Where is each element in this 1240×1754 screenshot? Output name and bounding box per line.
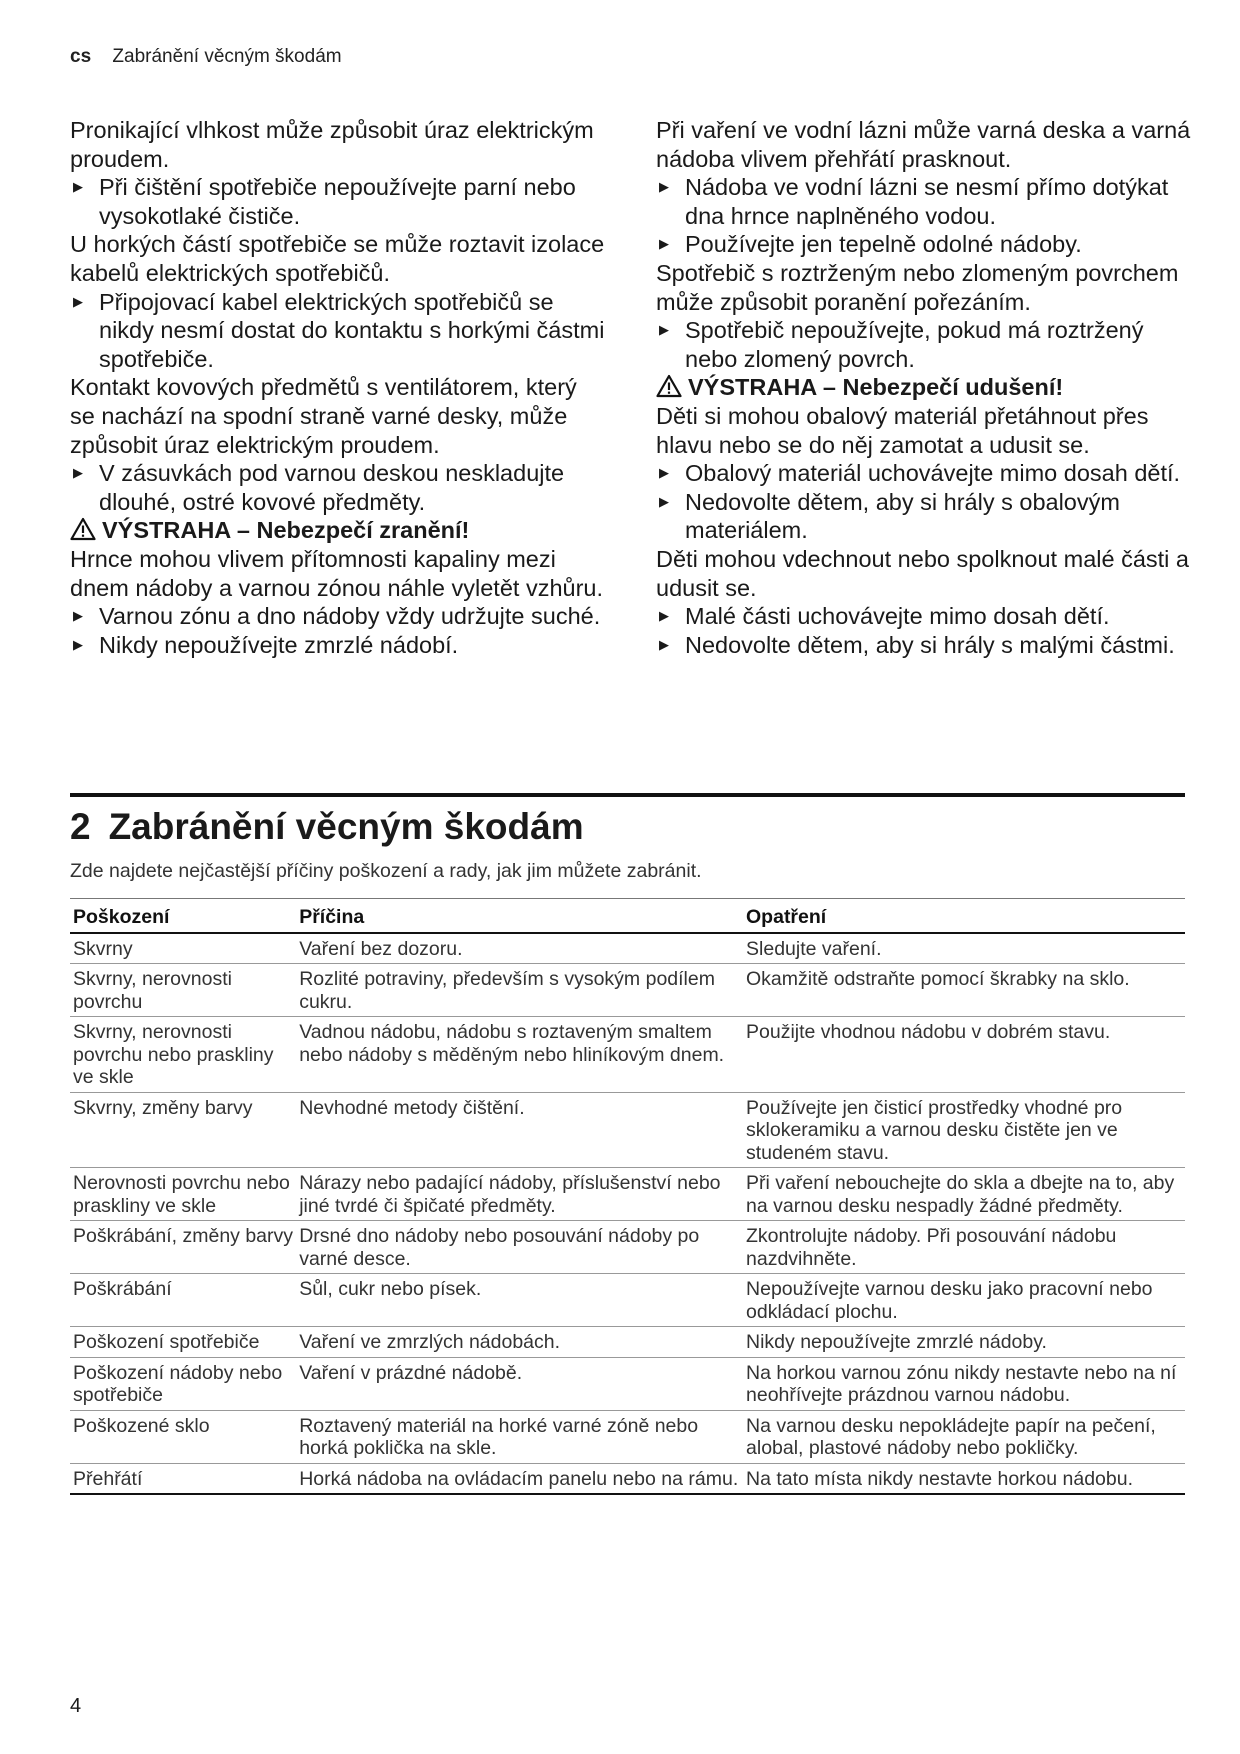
cell-damage: Poškrábání, změny barvy: [70, 1221, 296, 1274]
bullet-text: Nedovolte dětem, aby si hrály s malými částmi.: [685, 631, 1175, 658]
bullet-text: Nádoba ve vodní lázni se nesmí přímo dotýkat dna hrnce naplněného vodou.: [685, 174, 1169, 229]
bullet-item: [656, 631, 1201, 660]
language-code: cs: [70, 46, 92, 67]
cell-damage: Poškozené sklo: [70, 1410, 296, 1463]
bullet-item: [70, 631, 606, 660]
cell-damage: Skvrny, nerovnosti povrchu: [70, 964, 296, 1017]
cell-remedy: Při vaření nebouchejte do skla a dbejte na to, aby na varnou desku nespadly žádné předměty.: [743, 1168, 1185, 1221]
cell-cause: Vaření v prázdné nádobě.: [296, 1357, 743, 1410]
section-title: Zabránění věcným škodám: [108, 806, 584, 847]
bullet-triangle-icon: ▶: [659, 179, 669, 195]
bullet-triangle-icon: ▶: [659, 608, 669, 624]
table-row: [70, 1410, 1185, 1463]
warning-triangle-icon: [70, 517, 96, 541]
cell-cause: Horká nádoba na ovládacím panelu nebo na rámu.: [296, 1463, 743, 1494]
paragraph: Děti mohou vdechnout nebo spolknout malé části a udusit se.: [656, 545, 1189, 601]
paragraph: Pronikající vlhkost může způsobit úraz elektrickým proudem.: [70, 117, 594, 172]
cell-remedy: Na horkou varnou zónu nikdy nestavte nebo na ní neohřívejte prázdnou varnou nádobu.: [743, 1357, 1185, 1410]
bullet-triangle-icon: ▶: [659, 636, 669, 652]
cell-damage: Poškrábání: [70, 1274, 296, 1327]
right-column: [656, 116, 1201, 659]
bullet-text: Nikdy nepoužívejte zmrzlé nádobí.: [99, 631, 459, 658]
bullet-item: [70, 173, 606, 230]
cell-remedy: Na varnou desku nepokládejte papír na pečení, alobal, plastové nádoby nebo pokličky.: [743, 1410, 1185, 1463]
cell-cause: Rozlité potraviny, především s vysokým podílem cukru.: [296, 964, 743, 1017]
bullet-item: [656, 459, 1201, 488]
cell-cause: Sůl, cukr nebo písek.: [296, 1274, 743, 1327]
running-header: [70, 46, 342, 68]
bullet-item: [70, 288, 606, 374]
bullet-text: Nedovolte dětem, aby si hrály s obalovým materiálem.: [685, 488, 1120, 544]
warning-text: VÝSTRAHA – Nebezpečí udušení!: [688, 374, 1064, 401]
cell-remedy: Použijte vhodnou nádobu v dobrém stavu.: [743, 1017, 1185, 1093]
bullet-triangle-icon: ▶: [73, 608, 83, 624]
table-row: [70, 1463, 1185, 1494]
section-rule: [70, 793, 1185, 797]
paragraph: Děti si mohou obalový materiál přetáhnout přes hlavu nebo se do něj zamotat a udusit se.: [656, 402, 1149, 458]
bullet-item: [656, 173, 1201, 230]
bullet-text: Při čištění spotřebiče nepoužívejte parní nebo vysokotlaké čističe.: [99, 174, 576, 229]
bullet-text: Obalový materiál uchovávejte mimo dosah dětí.: [685, 460, 1181, 487]
table-body: [70, 933, 1185, 1495]
cell-cause: Vadnou nádobu, nádobu s roztaveným smaltem nebo nádoby s měděným nebo hliníkovým dnem.: [296, 1017, 743, 1093]
section-number: 2: [70, 806, 91, 847]
table-row: [70, 933, 1185, 964]
bullet-item: [656, 230, 1201, 259]
cell-damage: Skvrny, nerovnosti povrchu nebo praskliny ve skle: [70, 1017, 296, 1093]
warning-heading: [656, 373, 1201, 402]
cell-cause: Vaření bez dozoru.: [296, 933, 743, 964]
cell-cause: Nevhodné metody čištění.: [296, 1092, 743, 1168]
cell-cause: Roztavený materiál na horké varné zóně nebo horká poklička na skle.: [296, 1410, 743, 1463]
cell-damage: Poškození spotřebiče: [70, 1327, 296, 1358]
warning-text: VÝSTRAHA – Nebezpečí zranění!: [102, 517, 470, 544]
bullet-item: [70, 602, 606, 631]
table-row: [70, 1168, 1185, 1221]
table-row: [70, 1092, 1185, 1168]
paragraph: Hrnce mohou vlivem přítomnosti kapaliny mezi dnem nádoby a varnou zónou náhle vyletět vzhůru.: [70, 545, 604, 601]
bullet-item: [656, 602, 1201, 631]
cell-cause: Nárazy nebo padající nádoby, příslušenství nebo jiné tvrdé či špičaté předměty.: [296, 1168, 743, 1221]
cell-remedy: Okamžitě odstraňte pomocí škrabky na sklo.: [743, 964, 1185, 1017]
table-row: [70, 1274, 1185, 1327]
bullet-item: [656, 488, 1201, 545]
bullet-triangle-icon: ▶: [73, 465, 83, 481]
cell-damage: Nerovnosti povrchu nebo praskliny ve skle: [70, 1168, 296, 1221]
bullet-triangle-icon: ▶: [73, 293, 83, 309]
table-row: [70, 964, 1185, 1017]
left-column: [70, 116, 606, 659]
table-row: [70, 1327, 1185, 1358]
column-header-cause: Příčina: [296, 899, 743, 933]
column-header-damage: Poškození: [70, 899, 296, 933]
bullet-text: Malé části uchovávejte mimo dosah dětí.: [685, 603, 1110, 630]
bullet-triangle-icon: ▶: [659, 493, 669, 509]
cell-damage: Přehřátí: [70, 1463, 296, 1494]
cell-remedy: Používejte jen čisticí prostředky vhodné pro sklokeramiku a varnou desku čistěte jen ve studeném stavu.: [743, 1092, 1185, 1168]
cell-cause: Drsné dno nádoby nebo posouvání nádoby po varné desce.: [296, 1221, 743, 1274]
cell-damage: Poškození nádoby nebo spotřebiče: [70, 1357, 296, 1410]
paragraph: Kontakt kovových předmětů s ventilátorem, který se nachází na spodní straně varné desky, může způsobit úraz elektrickým proudem.: [70, 374, 577, 458]
warning-heading: [70, 516, 606, 545]
warning-triangle-icon: [656, 374, 682, 398]
paragraph: Spotřebič s roztrženým nebo zlomeným povrchem může způsobit poranění pořezáním.: [656, 259, 1179, 315]
cell-remedy: Nepoužívejte varnou desku jako pracovní nebo odkládací plochu.: [743, 1274, 1185, 1327]
bullet-text: Připojovací kabel elektrických spotřebičů se nikdy nesmí dostat do kontaktu s horkými částmi spotřebiče.: [99, 288, 605, 372]
bullet-triangle-icon: ▶: [659, 322, 669, 338]
section-intro: Zde najdete nejčastější příčiny poškození a rady, jak jim můžete zabránit.: [70, 860, 702, 882]
bullet-triangle-icon: ▶: [659, 236, 669, 252]
bullet-triangle-icon: ▶: [659, 465, 669, 481]
column-header-remedy: Opatření: [743, 899, 1185, 933]
cell-damage: Skvrny, změny barvy: [70, 1092, 296, 1168]
cell-remedy: Nikdy nepoužívejte zmrzlé nádoby.: [743, 1327, 1185, 1358]
table-header-row: [70, 899, 1185, 933]
header-section-title: Zabránění věcným škodám: [112, 46, 342, 67]
table-row: [70, 1221, 1185, 1274]
paragraph: U horkých částí spotřebiče se může roztavit izolace kabelů elektrických spotřebičů.: [70, 231, 605, 286]
table-row: [70, 1017, 1185, 1093]
bullet-item: [70, 459, 606, 516]
cell-cause: Vaření ve zmrzlých nádobách.: [296, 1327, 743, 1358]
cell-remedy: Sledujte vaření.: [743, 933, 1185, 964]
cell-damage: Skvrny: [70, 933, 296, 964]
bullet-triangle-icon: ▶: [73, 636, 83, 652]
section-heading: [70, 802, 584, 852]
page-number: 4: [70, 1695, 82, 1717]
damage-table: [70, 898, 1185, 1495]
table-row: [70, 1357, 1185, 1410]
bullet-text: V zásuvkách pod varnou deskou neskladujte dlouhé, ostré kovové předměty.: [99, 460, 565, 515]
bullet-item: [656, 316, 1201, 373]
bullet-text: Spotřebič nepoužívejte, pokud má roztržený nebo zlomený povrch.: [685, 317, 1144, 372]
cell-remedy: Zkontrolujte nádoby. Při posouvání nádobu nazdvihněte.: [743, 1221, 1185, 1274]
bullet-triangle-icon: ▶: [73, 179, 83, 195]
paragraph: Při vaření ve vodní lázni může varná deska a varná nádoba vlivem přehřátí prasknout.: [656, 117, 1191, 172]
bullet-text: Používejte jen tepelně odolné nádoby.: [685, 231, 1082, 258]
bullet-text: Varnou zónu a dno nádoby vždy udržujte suché.: [99, 603, 601, 630]
cell-remedy: Na tato místa nikdy nestavte horkou nádobu.: [743, 1463, 1185, 1494]
